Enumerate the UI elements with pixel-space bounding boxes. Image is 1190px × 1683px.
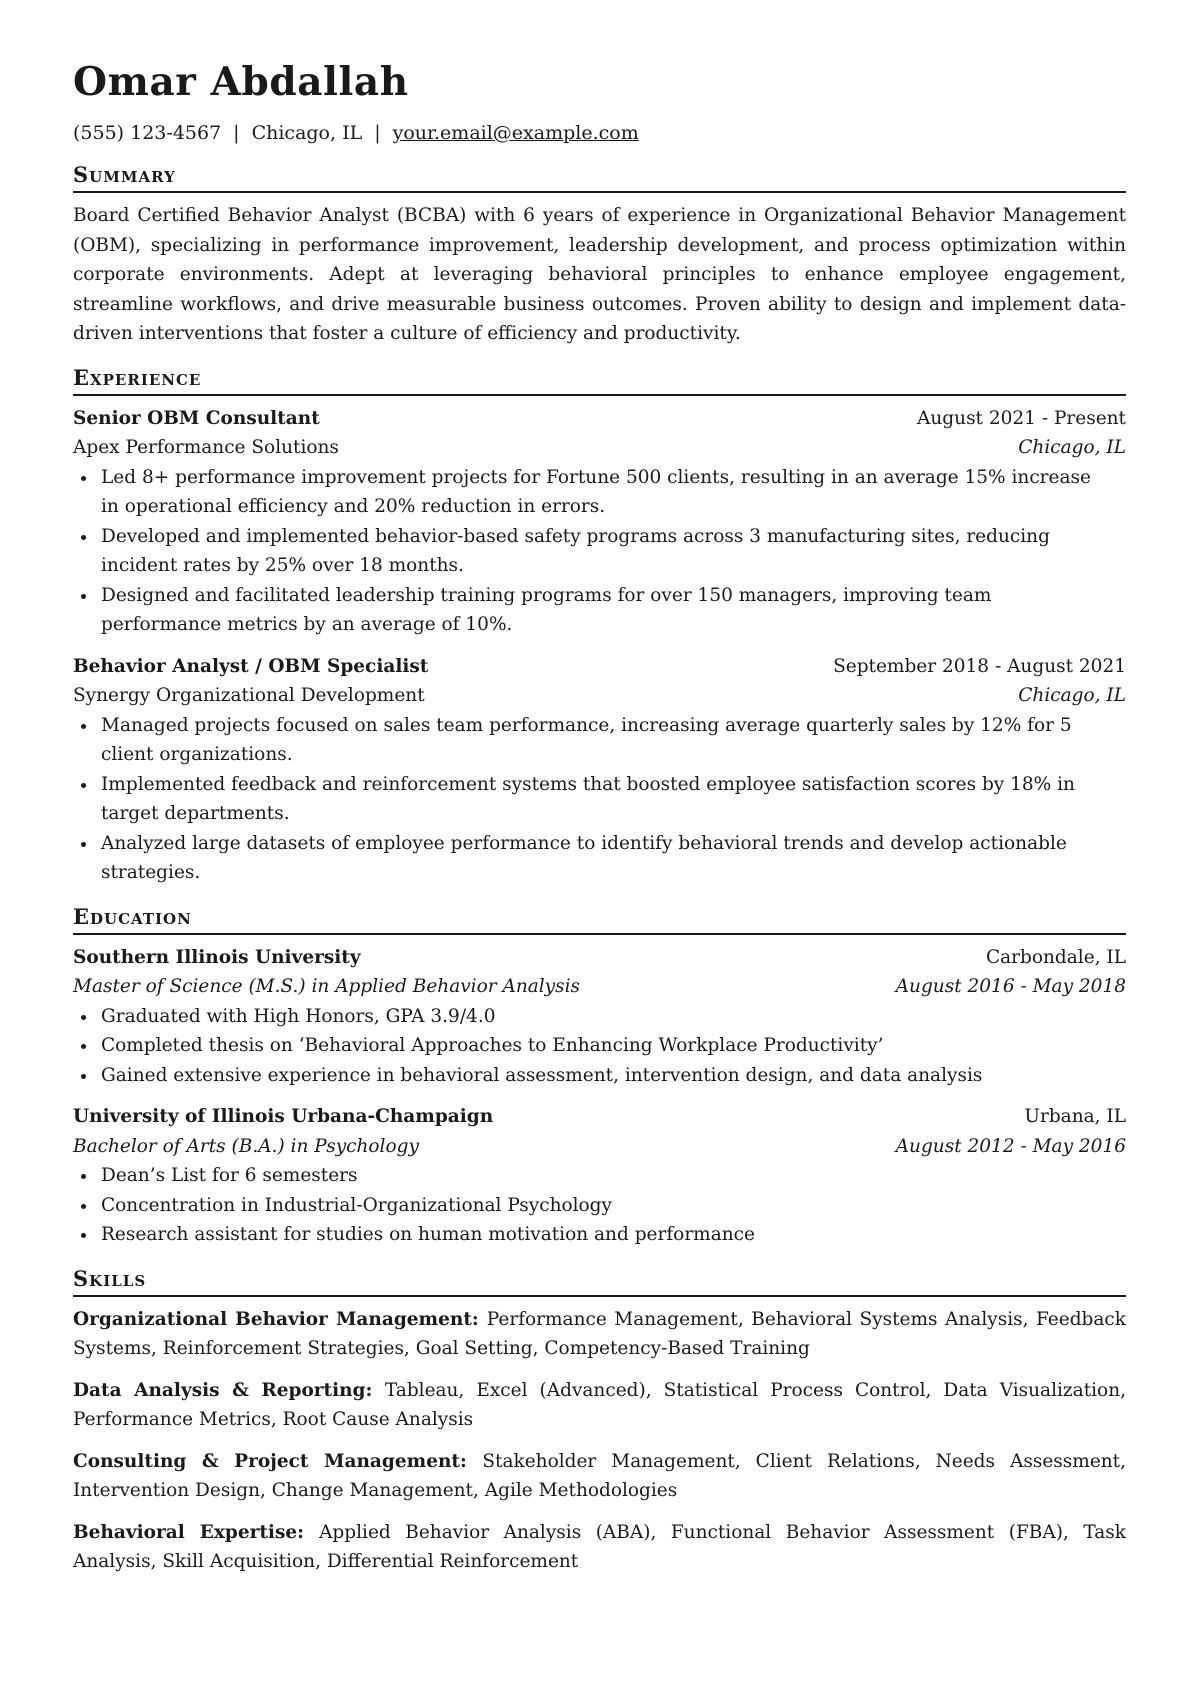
job-company: Apex Performance Solutions	[73, 437, 339, 458]
skill-group	[73, 1376, 1126, 1435]
skill-items: Tableau, Excel (Advanced), Statistical Process Control, Data Visualization, Performance Metrics, Root Cause Analysis	[73, 1379, 1126, 1430]
job-company-row	[73, 433, 1126, 463]
section-title-education: Education	[73, 904, 1126, 935]
section-title-summary: Summary	[73, 162, 1126, 193]
skill-items: Applied Behavior Analysis (ABA), Functional Behavior Assessment (FBA), Task Analysis, Skill Acquisition, Differential Reinforcement	[73, 1521, 1127, 1572]
list-item: Implemented feedback and reinforcement systems that boosted employee satisfaction scores by 18% in target departments.	[73, 770, 1126, 829]
list-item: Graduated with High Honors, GPA 3.9/4.0	[73, 1002, 1126, 1032]
list-item: Developed and implemented behavior-based safety programs across 3 manufacturing sites, reducing incident rates by 25% over 18 months.	[73, 522, 1126, 581]
job-company: Synergy Organizational Development	[73, 685, 425, 706]
skill-label: Data Analysis & Reporting:	[73, 1379, 385, 1401]
school-entry	[73, 943, 1126, 1091]
job-role: Senior OBM Consultant	[73, 407, 320, 429]
skill-items: Stakeholder Management, Client Relations, Needs Assessment, Intervention Design, Change Management, Agile Methodologies	[73, 1450, 1126, 1501]
location-text: Chicago, IL	[251, 122, 363, 144]
skill-group	[73, 1447, 1126, 1506]
job-location: Chicago, IL	[1018, 437, 1126, 458]
school-header-row	[73, 1102, 1126, 1132]
contact-separator: |	[233, 122, 240, 144]
school-degree-row	[73, 1132, 1126, 1162]
list-item: Dean’s List for 6 semesters	[73, 1161, 1126, 1191]
email-link[interactable]: your.email@example.com	[392, 122, 639, 144]
list-item: Designed and facilitated leadership training programs for over 150 managers, improving team performance metrics by an average of 10%.	[73, 581, 1126, 640]
school-degree: Master of Science (M.S.) in Applied Behavior Analysis	[73, 976, 581, 997]
experience-section	[73, 365, 1126, 888]
school-dates: August 2012 - May 2016	[895, 1135, 1126, 1157]
skill-label: Consulting & Project Management:	[73, 1450, 483, 1472]
list-item: Led 8+ performance improvement projects for Fortune 500 clients, resulting in an average 15% increase in operational efficiency and 20% reduction in errors.	[73, 463, 1126, 522]
skill-label: Organizational Behavior Management:	[73, 1308, 487, 1330]
skill-group	[73, 1305, 1126, 1364]
candidate-name: Omar Abdallah	[73, 59, 409, 105]
list-item: Analyzed large datasets of employee performance to identify behavioral trends and develop actionable strategies.	[73, 829, 1126, 888]
contact-separator: |	[374, 122, 381, 144]
job-entry	[73, 404, 1126, 640]
job-bullets	[73, 711, 1126, 888]
school-bullets	[73, 1161, 1126, 1250]
job-dates: September 2018 - August 2021	[833, 655, 1126, 677]
skill-items: Performance Management, Behavioral Systems Analysis, Feedback Systems, Reinforcement Strategies, Goal Setting, Competency-Based Training	[73, 1308, 1126, 1359]
job-role: Behavior Analyst / OBM Specialist	[73, 655, 429, 677]
school-bullets	[73, 1002, 1126, 1091]
school-dates: August 2016 - May 2018	[895, 976, 1126, 997]
school-header-row	[73, 943, 1126, 973]
list-item: Managed projects focused on sales team performance, increasing average quarterly sales by 12% for 5 client organizations.	[73, 711, 1126, 770]
job-entry	[73, 652, 1126, 888]
summary-section	[73, 162, 1126, 349]
list-item: Research assistant for studies on human motivation and performance	[73, 1220, 1126, 1250]
list-item: Completed thesis on ‘Behavioral Approaches to Enhancing Workplace Productivity’	[73, 1031, 1126, 1061]
list-item: Gained extensive experience in behavioral assessment, intervention design, and data analysis	[73, 1061, 1126, 1091]
list-item: Concentration in Industrial-Organizational Psychology	[73, 1191, 1126, 1221]
skill-label: Behavioral Expertise:	[73, 1521, 320, 1543]
resume-page	[73, 58, 1126, 1589]
school-name: Southern Illinois University	[73, 946, 361, 968]
section-title-experience: Experience	[73, 365, 1126, 396]
job-location: Chicago, IL	[1018, 685, 1126, 706]
skill-group	[73, 1518, 1126, 1577]
job-company-row	[73, 681, 1126, 711]
job-bullets	[73, 463, 1126, 640]
job-header-row	[73, 404, 1126, 434]
contact-line	[73, 120, 1126, 146]
school-degree: Bachelor of Arts (B.A.) in Psychology	[73, 1135, 419, 1157]
education-section	[73, 904, 1126, 1250]
job-dates: August 2021 - Present	[917, 407, 1126, 429]
section-title-skills: Skills	[73, 1266, 1126, 1297]
school-location: Urbana, IL	[1024, 1106, 1126, 1127]
school-name: University of Illinois Urbana-Champaign	[73, 1106, 494, 1127]
summary-text: Board Certified Behavior Analyst (BCBA) with 6 years of experience in Organizational Behavior Management (OBM), specializing in performance improvement, leadership development, and process optimization within corporate environments. Adept at leveraging behavioral principles to enhance employee engagement, streamline workflows, and drive measurable business outcomes. Proven ability to design and implement data-driven interventions that foster a culture of efficiency and productivity.	[73, 205, 1126, 344]
phone-number: (555) 123-4567	[73, 122, 222, 144]
school-degree-row	[73, 972, 1126, 1002]
skills-section	[73, 1266, 1126, 1577]
school-location: Carbondale, IL	[985, 946, 1126, 968]
school-entry	[73, 1102, 1126, 1250]
job-header-row	[73, 652, 1126, 682]
